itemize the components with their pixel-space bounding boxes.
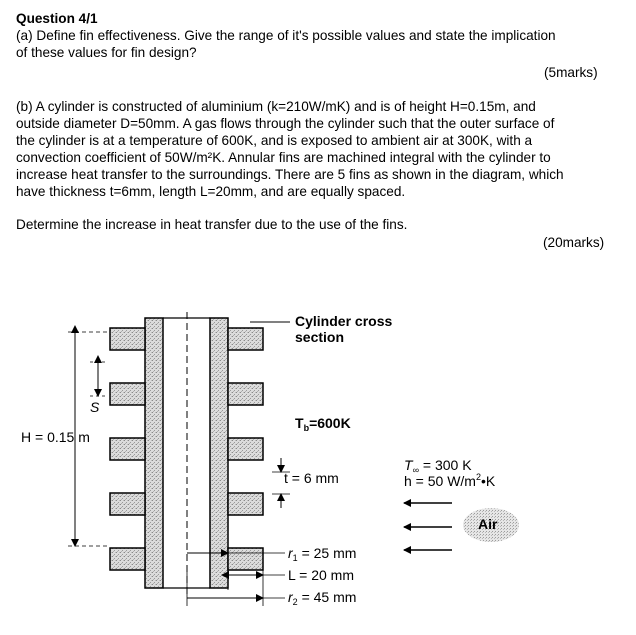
fin (228, 493, 263, 515)
cross-section-label-1: Cylinder cross (295, 313, 393, 329)
finned-cylinder-diagram (0, 300, 636, 635)
part-b-line-6: have thickness t=6mm, length L=20mm, and are equally spaced. (16, 184, 406, 199)
fin (110, 493, 145, 515)
cylinder-right-wall (210, 318, 228, 588)
cylinder-left-wall (145, 318, 163, 588)
part-b-task: Determine the increase in heat transfer due to the use of the fins. (16, 217, 408, 232)
convection-coefficient-label: h = 50 $W/m^2•K$ (404, 472, 496, 489)
part-b-line-5: increase heat transfer to the surroundings. There are 5 fins as shown in the diagram, which (16, 167, 564, 182)
fin (110, 438, 145, 460)
length-label: L = 20 mm (288, 567, 355, 583)
question-title: Question 4/1 (16, 11, 98, 26)
part-b-marks: (20marks) (543, 235, 605, 250)
part-b-line-1: (b) A cylinder is constructed of aluminium (k=210W/mK) and is of height H=0.15m, and (16, 99, 536, 114)
fin (228, 438, 263, 460)
fin (228, 328, 263, 350)
fin (228, 383, 263, 405)
part-b-line-2: outside diameter D=50mm. A gas flows through the cylinder such that the outer surface of (16, 116, 555, 131)
right-fins (228, 328, 263, 570)
thickness-label: t = 6 mm (284, 470, 339, 486)
fin (110, 328, 145, 350)
r1-label: $r_1 = 25$ mm (288, 545, 357, 563)
left-fins (110, 328, 145, 570)
fin (110, 548, 145, 570)
part-a-marks: (5marks) (544, 65, 598, 80)
fin (228, 548, 263, 570)
base-temperature-label: $T_b=600K$ (295, 415, 351, 433)
fin (110, 383, 145, 405)
part-b-line-4: convection coefficient of 50W/m²K. Annular fins are machined integral with the cylinder to (16, 150, 551, 165)
ambient-temperature-label: $T_\infty = 300$ K (404, 457, 472, 475)
r2-label: $r_2 = 45$ mm (288, 589, 357, 607)
cross-section-label-2: section (295, 329, 345, 345)
part-a-line-1: (a) Define fin effectiveness. Give the range of it's possible values and state the implication (16, 28, 556, 43)
air-label: Air (478, 516, 498, 532)
part-b-line-3: the cylinder is at a temperature of 600K, and is exposed to ambient air at 300K, with a (16, 133, 533, 148)
spacing-label: S (90, 399, 100, 415)
height-label: H = 0.15 m (21, 429, 90, 445)
part-a-line-2: of these values for fin design? (16, 45, 197, 60)
